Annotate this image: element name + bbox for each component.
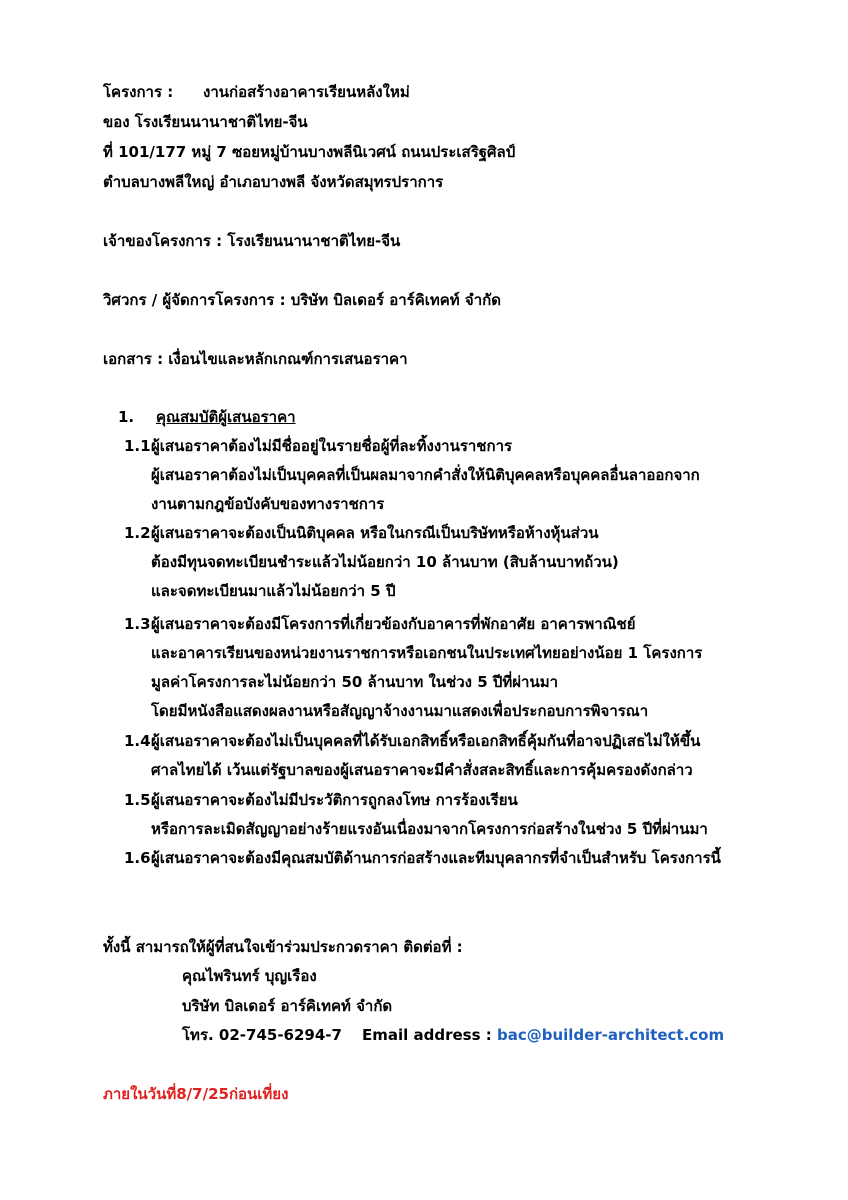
deadline-notice: ภายในวันที่8/7/25ก่อนเที่ยง (103, 1085, 289, 1103)
email-label: Email address : (361, 1026, 492, 1044)
item-number: 1.3. (124, 615, 157, 633)
item-text: และอาคารเรียนของหน่วยงานราชการหรือเอกชนในประเทศไทยอย่างน้อย 1 โครงการ (151, 644, 703, 662)
item-text: โดยมีหนังสือแสดงผลงานหรือสัญญาจ้างงานมาแสดงเพื่อประกอบการพิจารณา (151, 702, 649, 720)
item-text: ต้องมีทุนจดทะเบียนชำระแล้วไม่น้อยกว่า 10 ล้านบาท (สิบล้านบาทถ้วน) (151, 553, 619, 571)
item-text: ผู้เสนอราคาต้องไม่มีชื่ออยู่ในรายชื่อผู้ที่ละทิ้งงานราชการ (151, 437, 513, 455)
item-number: 1.1. (124, 437, 157, 455)
item-number: 1.4. (124, 732, 157, 750)
contact-intro: ทั้งนี้ สามารถให้ผู้ที่สนใจเข้าร่วมประกวดราคา ติดต่อที่ : (103, 938, 463, 956)
item-number: 1.2. (124, 524, 157, 542)
item-text: ผู้เสนอราคาต้องไม่เป็นบุคคลที่เป็นผลมาจากคำสั่งให้นิติบุคคลหรือบุคคลอื่นลาออกจาก (151, 466, 700, 484)
address-line-2: ตำบลบางพลีใหญ่ อำเภอบางพลี จังหวัดสมุทรปราการ (103, 173, 444, 191)
item-text: ผู้เสนอราคาจะต้องไม่มีประวัติการถูกลงโทษ การร้องเรียน (151, 791, 518, 809)
project-name: งานก่อสร้างอาคารเรียนหลังใหม่ (203, 83, 410, 101)
contact-phone: โทร. 02-745-6294-7 (182, 1026, 342, 1044)
contact-company: บริษัท บิลเดอร์ อาร์คิเทคท์ จำกัด (182, 997, 393, 1015)
section-number: 1. (118, 408, 135, 426)
item-text: งานตามกฎข้อบังคับของทางราชการ (151, 495, 385, 513)
item-text: และจดทะเบียนมาแล้วไม่น้อยกว่า 5 ปี (151, 582, 396, 600)
item-text: ผู้เสนอราคาจะต้องมีโครงการที่เกี่ยวข้องกับอาคารที่พักอาศัย อาคารพาณิชย์ (151, 615, 636, 633)
section-title: คุณสมบัติผู้เสนอราคา (156, 408, 296, 426)
school-line: ของ โรงเรียนนานาชาติไทย-จีน (103, 113, 308, 131)
item-text: ผู้เสนอราคาจะต้องไม่เป็นบุคคลที่ได้รับเอกสิทธิ์หรือเอกสิทธิ์คุ้มกันที่อาจปฏิเสธไม่ให้ขึ้น (151, 732, 701, 750)
item-number: 1.5. (124, 791, 157, 809)
item-text: ผู้เสนอราคาจะต้องเป็นนิติบุคคล หรือในกรณีเป็นบริษัทหรือห้างหุ้นส่วน (151, 524, 599, 542)
address-line-1: ที่ 101/177 หมู่ 7 ซอยหมู่บ้านบางพลีนิเวศน์ ถนนประเสริฐศิลป์ (103, 143, 516, 161)
item-number: 1.6. (124, 849, 157, 867)
project-owner: เจ้าของโครงการ : โรงเรียนนานาชาติไทย-จีน (103, 232, 401, 250)
item-text: หรือการละเมิดสัญญาอย่างร้ายแรงอันเนื่องมาจากโครงการก่อสร้างในช่วง 5 ปีที่ผ่านมา (151, 820, 708, 838)
document-title: เอกสาร : เงื่อนไขและหลักเกณฑ์การเสนอราคา (103, 350, 408, 368)
item-text: มูลค่าโครงการละไม่น้อยกว่า 50 ล้านบาท ในช่วง 5 ปีที่ผ่านมา (151, 673, 559, 691)
project-engineer: วิศวกร / ผู้จัดการโครงการ : บริษัท บิลเดอร์ อาร์คิเทคท์ จำกัด (103, 291, 501, 309)
item-text: ผู้เสนอราคาจะต้องมีคุณสมบัติด้านการก่อสร้างและทีมบุคลากรที่จำเป็นสำหรับ โครงการนี้ (151, 849, 721, 867)
email-link[interactable]: bac@builder-architect.com (496, 1026, 725, 1044)
project-line (103, 82, 410, 102)
contact-person: คุณไพรินทร์ บุญเรือง (182, 967, 317, 985)
project-label: โครงการ : (103, 83, 174, 101)
item-text: ศาลไทยได้ เว้นแต่รัฐบาลของผู้เสนอราคาจะมีคำสั่งสละสิทธิ์และการคุ้มครองดังกล่าว (151, 761, 693, 779)
